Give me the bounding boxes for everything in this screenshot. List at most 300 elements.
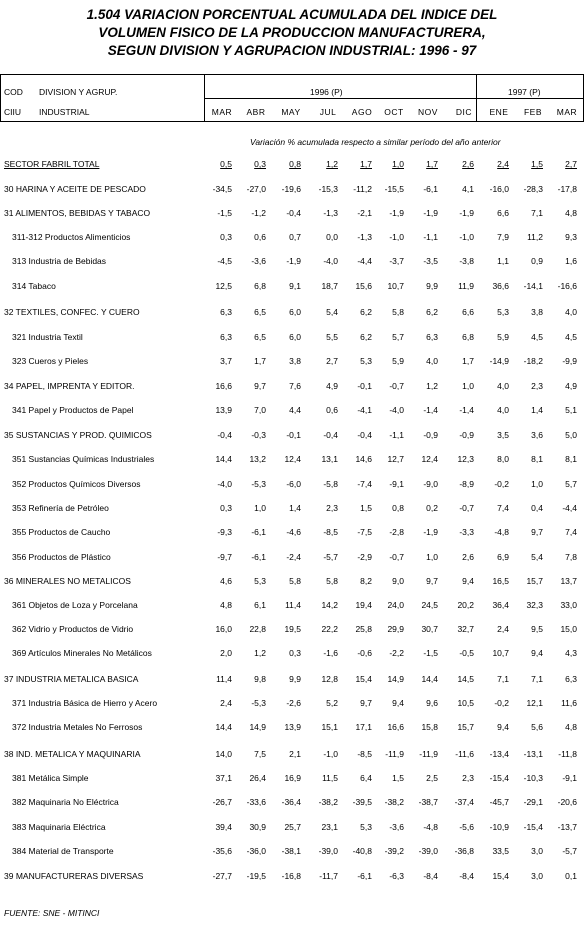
cell-value: -9,1 <box>562 773 577 783</box>
cell-value: -1,1 <box>423 232 438 242</box>
table-row <box>0 550 584 564</box>
cell-value: 12,3 <box>457 454 474 464</box>
row-label: 31 ALIMENTOS, BEBIDAS Y TABACO <box>4 208 151 218</box>
cell-value: 0,2 <box>426 503 438 513</box>
header-month: DIC <box>455 107 473 117</box>
cell-value: -8,5 <box>323 527 338 537</box>
cell-value: 1,2 <box>426 381 438 391</box>
cell-value: -27,7 <box>212 871 232 881</box>
cell-value: 7,9 <box>497 232 509 242</box>
cell-value: 6,0 <box>289 332 301 342</box>
cell-value: 1,4 <box>289 503 301 513</box>
cell-value: 15,1 <box>321 722 338 732</box>
cell-value: 9,9 <box>289 674 301 684</box>
cell-value: 36,4 <box>492 600 509 610</box>
cell-value: 1,5 <box>531 159 543 169</box>
cell-value: -7,4 <box>357 479 372 489</box>
cell-value: -0,2 <box>494 698 509 708</box>
cell-value: 0,1 <box>565 871 577 881</box>
cell-value: 6,8 <box>462 332 474 342</box>
cell-value: 5,3 <box>360 356 372 366</box>
cell-value: 0,8 <box>392 503 404 513</box>
cell-value: 16,6 <box>387 722 404 732</box>
cell-value: -1,5 <box>423 648 438 658</box>
cell-value: -2,1 <box>357 208 372 218</box>
cell-value: 9,4 <box>531 648 543 658</box>
cell-value: 12,1 <box>526 698 543 708</box>
cell-value: 13,2 <box>249 454 266 464</box>
row-label: 323 Cueros y Pieles <box>12 356 89 366</box>
header-year-1996: 1996 (P) <box>310 87 343 97</box>
table-header <box>0 74 584 122</box>
cell-value: -15,3 <box>318 184 338 194</box>
cell-value: -5,3 <box>251 479 266 489</box>
cell-value: 7,8 <box>565 552 577 562</box>
cell-value: 7,5 <box>254 749 266 759</box>
cell-value: -4,6 <box>286 527 301 537</box>
cell-value: 5,8 <box>392 307 404 317</box>
cell-value: 1,5 <box>360 503 372 513</box>
cell-value: 9,1 <box>289 281 301 291</box>
cell-value: -13,7 <box>557 822 577 832</box>
table-row <box>0 206 584 220</box>
cell-value: 2,5 <box>426 773 438 783</box>
cell-value: -39,0 <box>418 846 438 856</box>
cell-value: -1,4 <box>459 405 474 415</box>
header-mid-rule <box>204 98 584 99</box>
cell-value: -10,9 <box>489 822 509 832</box>
cell-value: 5,9 <box>497 332 509 342</box>
cell-value: -0,1 <box>357 381 372 391</box>
cell-value: 6,3 <box>220 307 232 317</box>
row-label: 382 Maquinaria No Eléctrica <box>12 797 119 807</box>
header-month: MAY <box>281 107 301 117</box>
table-row <box>0 720 584 734</box>
cell-value: 6,6 <box>497 208 509 218</box>
cell-value: -17,8 <box>557 184 577 194</box>
table-row <box>0 525 584 539</box>
cell-value: 1,0 <box>462 381 474 391</box>
table-row <box>0 622 584 636</box>
cell-value: 15,6 <box>355 281 372 291</box>
cell-value: 15,7 <box>457 722 474 732</box>
cell-value: 6,8 <box>254 281 266 291</box>
header-top-rule <box>0 74 584 75</box>
title-line-2: VOLUMEN FISICO DE LA PRODUCCION MANUFACTURERA, <box>98 25 486 40</box>
cell-value: 4,6 <box>220 576 232 586</box>
cell-value: 1,0 <box>531 479 543 489</box>
header-year-1997: 1997 (P) <box>508 87 541 97</box>
cell-value: -0,5 <box>459 648 474 658</box>
row-label: 35 SUSTANCIAS Y PROD. QUIMICOS <box>4 430 152 440</box>
cell-value: -39,5 <box>352 797 372 807</box>
cell-value: 12,7 <box>387 454 404 464</box>
cell-value: 9,7 <box>360 698 372 708</box>
cell-value: -9,1 <box>389 479 404 489</box>
cell-value: 32,3 <box>526 600 543 610</box>
cell-value: -0,3 <box>251 430 266 440</box>
cell-value: -6,0 <box>286 479 301 489</box>
cell-value: 6,3 <box>565 674 577 684</box>
row-label: 32 TEXTILES, CONFEC. Y CUERO <box>4 307 140 317</box>
cell-value: 7,1 <box>497 674 509 684</box>
cell-value: 25,8 <box>355 624 372 634</box>
cell-value: 5,6 <box>531 722 543 732</box>
cell-value: 0,7 <box>289 232 301 242</box>
source-footer: FUENTE: SNE - MITINCI <box>4 908 100 918</box>
cell-value: 9,7 <box>531 527 543 537</box>
cell-value: 17,1 <box>355 722 372 732</box>
cell-value: 24,5 <box>421 600 438 610</box>
cell-value: 33,0 <box>560 600 577 610</box>
cell-value: 9,6 <box>426 698 438 708</box>
cell-value: -5,7 <box>323 552 338 562</box>
cell-value: -2,6 <box>286 698 301 708</box>
cell-value: -7,5 <box>357 527 372 537</box>
cell-value: 25,7 <box>284 822 301 832</box>
cell-value: 3,6 <box>531 430 543 440</box>
cell-value: 2,1 <box>289 749 301 759</box>
row-label: 384 Material de Transporte <box>12 846 114 856</box>
cell-value: 9,3 <box>565 232 577 242</box>
row-label: 313 Industria de Bebidas <box>12 256 107 266</box>
cell-value: -1,0 <box>323 749 338 759</box>
cell-value: 0,5 <box>220 159 232 169</box>
cell-value: 4,0 <box>497 405 509 415</box>
row-label: 353 Refinería de Petróleo <box>12 503 109 513</box>
cell-value: 2,7 <box>565 159 577 169</box>
header-industrial: INDUSTRIAL <box>39 107 90 117</box>
cell-value: 14,6 <box>355 454 372 464</box>
cell-value: -39,0 <box>318 846 338 856</box>
table-row <box>0 598 584 612</box>
cell-value: -1,1 <box>389 430 404 440</box>
cell-value: -2,9 <box>357 552 372 562</box>
cell-value: 14,4 <box>215 722 232 732</box>
row-label: 372 Industria Metales No Ferrosos <box>12 722 143 732</box>
cell-value: -2,8 <box>389 527 404 537</box>
cell-value: 6,4 <box>360 773 372 783</box>
cell-value: -34,5 <box>212 184 232 194</box>
cell-value: 4,1 <box>462 184 474 194</box>
cell-value: -5,8 <box>323 479 338 489</box>
cell-value: -36,4 <box>281 797 301 807</box>
row-label: 371 Industria Básica de Hierro y Acero <box>12 698 158 708</box>
cell-value: -0,7 <box>389 381 404 391</box>
cell-value: 14,0 <box>215 749 232 759</box>
cell-value: -11,6 <box>455 749 474 759</box>
cell-value: 1,1 <box>497 256 509 266</box>
title-line-3: SEGUN DIVISION Y AGRUPACION INDUSTRIAL: 1996 - 97 <box>107 43 477 58</box>
cell-value: 6,3 <box>426 332 438 342</box>
cell-value: -3,8 <box>459 256 474 266</box>
cell-value: -3,6 <box>389 822 404 832</box>
cell-value: 2,4 <box>497 624 509 634</box>
table-title <box>0 6 584 60</box>
cell-value: -0,4 <box>357 430 372 440</box>
cell-value: -35,6 <box>212 846 232 856</box>
cell-value: -0,2 <box>494 479 509 489</box>
cell-value: 2,3 <box>326 503 338 513</box>
cell-value: -36,0 <box>246 846 266 856</box>
cell-value: 0,6 <box>254 232 266 242</box>
cell-value: -1,0 <box>459 232 474 242</box>
cell-value: -0,7 <box>389 552 404 562</box>
cell-value: 0,6 <box>326 405 338 415</box>
cell-value: 4,8 <box>220 600 232 610</box>
cell-value: 12,4 <box>284 454 301 464</box>
cell-value: 9,4 <box>497 722 509 732</box>
cell-value: 13,1 <box>321 454 338 464</box>
table-row <box>0 771 584 785</box>
cell-value: 6,5 <box>254 332 266 342</box>
cell-value: -9,3 <box>217 527 232 537</box>
row-label: 321 Industria Textil <box>12 332 83 342</box>
cell-value: 19,5 <box>284 624 301 634</box>
cell-value: 11,5 <box>322 773 338 783</box>
row-label: 356 Productos de Plástico <box>12 552 111 562</box>
cell-value: 4,4 <box>289 405 301 415</box>
cell-value: 8,0 <box>497 454 509 464</box>
cell-value: 22,2 <box>321 624 338 634</box>
cell-value: -4,4 <box>357 256 372 266</box>
cell-value: -38,1 <box>281 846 301 856</box>
cell-value: 12,4 <box>421 454 438 464</box>
cell-value: 5,4 <box>531 552 543 562</box>
cell-value: -15,4 <box>523 822 543 832</box>
cell-value: -4,8 <box>423 822 438 832</box>
cell-value: 2,6 <box>462 159 474 169</box>
cell-value: -16,8 <box>281 871 301 881</box>
cell-value: -4,5 <box>217 256 232 266</box>
row-label: 351 Sustancias Químicas Industriales <box>12 454 155 464</box>
cell-value: 0,8 <box>289 159 301 169</box>
cell-value: -4,8 <box>494 527 509 537</box>
row-label: 34 PAPEL, IMPRENTA Y EDITOR. <box>4 381 135 391</box>
table-row <box>0 696 584 710</box>
row-label: 311-312 Productos Alimenticios <box>12 232 131 242</box>
table-row <box>0 279 584 293</box>
cell-value: -29,1 <box>523 797 543 807</box>
cell-value: -9,0 <box>423 479 438 489</box>
cell-value: 30,7 <box>421 624 438 634</box>
cell-value: 14,2 <box>321 600 338 610</box>
cell-value: 5,7 <box>565 479 577 489</box>
row-label: 38 IND. METALICA Y MAQUINARIA <box>4 749 141 759</box>
cell-value: -0,9 <box>459 430 474 440</box>
cell-value: 2,3 <box>462 773 474 783</box>
cell-value: 36,6 <box>492 281 509 291</box>
cell-value: -11,8 <box>558 749 577 759</box>
cell-value: 24,0 <box>387 600 404 610</box>
cell-value: 7,0 <box>254 405 266 415</box>
table-row <box>0 869 584 883</box>
cell-value: -6,3 <box>389 871 404 881</box>
table-row <box>0 795 584 809</box>
cell-value: -28,3 <box>523 184 543 194</box>
cell-value: -27,0 <box>246 184 266 194</box>
cell-value: 0,3 <box>220 232 232 242</box>
cell-value: 5,3 <box>497 307 509 317</box>
row-label: 39 MANUFACTURERAS DIVERSAS <box>4 871 144 881</box>
cell-value: -11,9 <box>419 749 438 759</box>
cell-value: 4,8 <box>565 208 577 218</box>
cell-value: 29,9 <box>387 624 404 634</box>
cell-value: -14,1 <box>523 281 543 291</box>
cell-value: -8,5 <box>357 749 372 759</box>
cell-value: -5,6 <box>459 822 474 832</box>
cell-value: 18,7 <box>321 281 338 291</box>
header-ciiu: CIIU <box>4 107 21 117</box>
header-left-border <box>0 74 1 121</box>
cell-value: 26,4 <box>249 773 266 783</box>
table-row <box>0 428 584 442</box>
cell-value: -6,1 <box>251 552 266 562</box>
cell-value: 16,5 <box>492 576 509 586</box>
cell-value: -0,9 <box>423 430 438 440</box>
cell-value: -11,7 <box>319 871 338 881</box>
cell-value: -1,9 <box>423 527 438 537</box>
cell-value: -19,5 <box>246 871 266 881</box>
table-row <box>0 330 584 344</box>
cell-value: 4,9 <box>565 381 577 391</box>
cell-value: 16,6 <box>215 381 232 391</box>
cell-value: 5,4 <box>326 307 338 317</box>
cell-value: 3,0 <box>531 871 543 881</box>
cell-value: 3,8 <box>289 356 301 366</box>
cell-value: 30,9 <box>249 822 266 832</box>
cell-value: 13,9 <box>284 722 301 732</box>
header-bottom-rule <box>0 121 584 122</box>
cell-value: -15,5 <box>384 184 404 194</box>
cell-value: -14,9 <box>489 356 509 366</box>
cell-value: 1,7 <box>360 159 372 169</box>
cell-value: -16,0 <box>489 184 509 194</box>
cell-value: -0,4 <box>217 430 232 440</box>
table-row <box>0 254 584 268</box>
cell-value: 15,8 <box>421 722 438 732</box>
table-row <box>0 305 584 319</box>
cell-value: -1,9 <box>423 208 438 218</box>
header-month: FEB <box>523 107 543 117</box>
cell-value: -1,2 <box>251 208 266 218</box>
cell-value: 16,0 <box>215 624 232 634</box>
header-division: DIVISION Y AGRUP. <box>39 87 118 97</box>
cell-value: -8,4 <box>459 871 474 881</box>
cell-value: 3,7 <box>220 356 232 366</box>
row-label: 355 Productos de Caucho <box>12 527 111 537</box>
table-row <box>0 820 584 834</box>
cell-value: -20,6 <box>557 797 577 807</box>
cell-value: 0,3 <box>289 648 301 658</box>
cell-value: 4,8 <box>565 722 577 732</box>
cell-value: 37,1 <box>215 773 232 783</box>
cell-value: 2,6 <box>462 552 474 562</box>
cell-value: 4,0 <box>565 307 577 317</box>
cell-value: 22,8 <box>249 624 266 634</box>
cell-value: -5,7 <box>562 846 577 856</box>
cell-value: -38,2 <box>384 797 404 807</box>
cell-value: -11,2 <box>353 184 372 194</box>
cell-value: 6,2 <box>360 332 372 342</box>
cell-value: -1,5 <box>217 208 232 218</box>
cell-value: 6,2 <box>426 307 438 317</box>
cell-value: 1,0 <box>426 552 438 562</box>
row-label: 381 Metálica Simple <box>12 773 89 783</box>
cell-value: -2,4 <box>286 552 301 562</box>
cell-value: -3,6 <box>251 256 266 266</box>
cell-value: -1,0 <box>389 232 404 242</box>
cell-value: 8,1 <box>565 454 577 464</box>
table-row <box>0 672 584 686</box>
cell-value: 5,8 <box>326 576 338 586</box>
cell-value: 14,5 <box>457 674 474 684</box>
cell-value: 6,6 <box>462 307 474 317</box>
cell-value: 6,0 <box>289 307 301 317</box>
cell-value: 2,4 <box>220 698 232 708</box>
cell-value: 8,2 <box>360 576 372 586</box>
cell-value: 33,5 <box>492 846 509 856</box>
cell-value: 12,8 <box>321 674 338 684</box>
subnote: Variación % acumulada respecto a similar período del año anterior <box>250 137 501 147</box>
cell-value: 6,5 <box>254 307 266 317</box>
header-month: AGO <box>351 107 373 117</box>
cell-value: 6,3 <box>220 332 232 342</box>
cell-value: 5,7 <box>392 332 404 342</box>
row-label: 37 INDUSTRIA METALICA BASICA <box>4 674 139 684</box>
row-label: 341 Papel y Productos de Papel <box>12 405 134 415</box>
cell-value: -0,4 <box>286 208 301 218</box>
header-month: NOV <box>418 107 438 117</box>
cell-value: 1,6 <box>565 256 577 266</box>
cell-value: -3,7 <box>389 256 404 266</box>
cell-value: 8,1 <box>531 454 543 464</box>
cell-value: -18,2 <box>523 356 543 366</box>
cell-value: -1,9 <box>459 208 474 218</box>
row-label: SECTOR FABRIL TOTAL <box>4 159 100 169</box>
cell-value: -13,4 <box>489 749 509 759</box>
cell-value: 5,2 <box>326 698 338 708</box>
table-row <box>0 452 584 466</box>
cell-value: -1,9 <box>389 208 404 218</box>
cell-value: 9,7 <box>426 576 438 586</box>
cell-value: -6,1 <box>423 184 438 194</box>
cell-value: -9,7 <box>217 552 232 562</box>
cell-value: 32,7 <box>457 624 474 634</box>
cell-value: 12,5 <box>215 281 232 291</box>
row-label: 352 Productos Químicos Diversos <box>12 479 141 489</box>
cell-value: 11,6 <box>561 698 577 708</box>
cell-value: 4,0 <box>426 356 438 366</box>
table-row <box>0 747 584 761</box>
row-label: 30 HARINA Y ACEITE DE PESCADO <box>4 184 146 194</box>
cell-value: 2,3 <box>531 381 543 391</box>
cell-value: 13,9 <box>215 405 232 415</box>
cell-value: -8,4 <box>423 871 438 881</box>
cell-value: 10,5 <box>457 698 474 708</box>
cell-value: 6,1 <box>254 600 266 610</box>
cell-value: -0,4 <box>323 430 338 440</box>
cell-value: -0,6 <box>357 648 372 658</box>
cell-value: -4,1 <box>357 405 372 415</box>
cell-value: 1,5 <box>392 773 404 783</box>
cell-value: -10,3 <box>523 773 543 783</box>
cell-value: 2,4 <box>497 159 509 169</box>
cell-value: -1,3 <box>323 208 338 218</box>
cell-value: -4,0 <box>323 256 338 266</box>
cell-value: 4,5 <box>531 332 543 342</box>
row-label: 361 Objetos de Loza y Porcelana <box>12 600 138 610</box>
